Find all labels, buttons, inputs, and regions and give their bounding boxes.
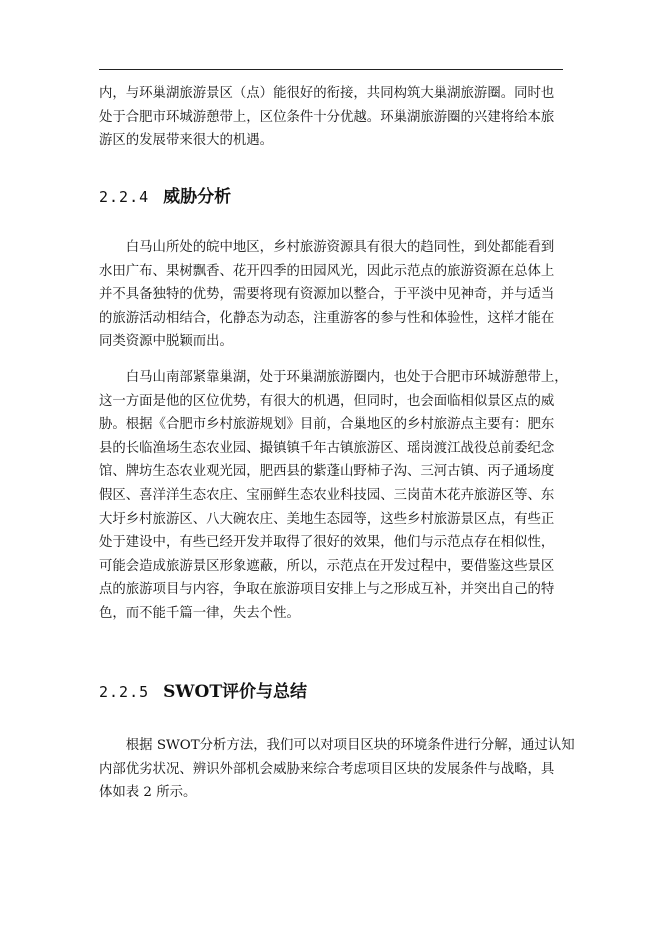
- text-line: 同类资源中脱颖而出。: [99, 334, 233, 350]
- text-line: 点的旅游项目与内容，争取在旅游项目安排上与之形成互补，并突出自己的特: [99, 582, 555, 598]
- text-line: 白马山南部紧靠巢湖，处于环巢湖旅游圈内，也处于合肥市环城游憩带上，: [99, 370, 568, 385]
- swot-paragraph: [99, 734, 575, 805]
- header-rule: [99, 69, 563, 70]
- text-line: 处于合肥市环城游憩带上，区位条件十分优越。环巢湖旅游圈的兴建将给本旅: [99, 109, 555, 125]
- text-line: 色，而不能千篇一律，失去个性。: [99, 605, 300, 621]
- section-heading-2-2-5: [99, 681, 307, 703]
- text-line: 处于建设中，有些已经开发并取得了很好的效果，他们与示范点存在相似性，: [99, 535, 555, 551]
- section-number: 2.2.5: [99, 683, 150, 701]
- text-line: 并不具备独特的优势，需要将现有资源加以整合，于平淡中见神奇，并与适当: [99, 287, 555, 303]
- text-line: 内部优劣状况、辨识外部机会威胁来综合考虑项目区块的发展条件与战略，具: [99, 761, 555, 777]
- text-line: 的旅游活动相结合，化静态为动态，注重游客的参与性和体验性，这样才能在: [99, 310, 555, 326]
- text-line: 白马山所处的皖中地区，乡村旅游资源具有很大的趋同性，到处都能看到: [99, 240, 555, 255]
- text-line: 县的长临渔场生态农业园、撮镇镇千年古镇旅游区、瑶岗渡江战役总前委纪念: [99, 440, 555, 456]
- section-title: SWOT评价与总结: [163, 682, 307, 702]
- text-line: 可能会造成旅游景区形象遮蔽，所以，示范点在开发过程中，要借鉴这些景区: [99, 558, 555, 574]
- text-line: 馆、牌坊生态农业观光园，肥西县的紫蓬山野柿子沟、三河古镇、丙子通场度: [99, 464, 555, 480]
- top-paragraph: [99, 82, 563, 153]
- text-line: 假区、喜洋洋生态农庄、宝丽鲜生态农业科技园、三岗苗木花卉旅游区等、东: [99, 487, 555, 503]
- text-line: 这一方面是他的区位优势，有很大的机遇，但同时，也会面临相似景区点的威: [99, 393, 555, 409]
- section-heading-2-2-4: [99, 186, 231, 208]
- text-line: 胁。根据《合肥市乡村旅游规划》目前，合巢地区的乡村旅游点主要有：肥东: [99, 417, 555, 433]
- threat-paragraph-2: [99, 366, 568, 626]
- text-line: 游区的发展带来很大的机遇。: [99, 133, 274, 149]
- text-line: 水田广布、果树飘香、花开四季的田园风光，因此示范点的旅游资源在总体上: [99, 263, 555, 279]
- text-line: 内，与环巢湖旅游景区（点）能很好的衔接，共同构筑大巢湖旅游圈。同时也: [99, 86, 555, 101]
- text-line: 体如表 2 所示。: [99, 785, 197, 801]
- threat-paragraph-1: [99, 236, 563, 354]
- text-line: 大圩乡村旅游区、八大碗农庄、美地生态园等，这些乡村旅游景区点，有些正: [99, 511, 555, 527]
- text-line: 根据 SWOT分析方法，我们可以对项目区块的环境条件进行分解，通过认知: [99, 738, 575, 753]
- section-number: 2.2.4: [99, 188, 150, 206]
- section-title: 威胁分析: [163, 187, 232, 207]
